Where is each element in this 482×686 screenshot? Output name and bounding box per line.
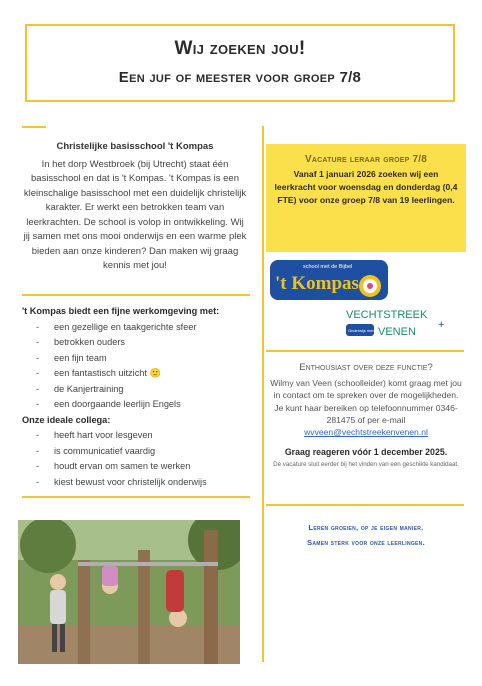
- closing-note: De vacature sluit eerder bij het vinden van een geschikte kandidaat.: [273, 461, 459, 469]
- vacancy-title: Vacature leraar groep 7/8: [304, 154, 428, 165]
- slogan-line-1: Leren groeien, op je eigen manier.: [308, 523, 424, 532]
- colleague-list: [22, 428, 262, 490]
- contact-text-1: Wilmy van Veen (schoolleider) komt graag met jou in contact om te spreken over de mogelijkheden.: [270, 378, 462, 401]
- list-item: - heeft hart voor lesgeven: [36, 428, 262, 444]
- list-item: - kiest bewust voor christelijk onderwijs: [36, 475, 262, 491]
- page-subtitle: Een juf of meester voor groep 7/8: [118, 69, 362, 86]
- environment-section: [22, 304, 262, 490]
- intro-title: Christelijke basisschool 't Kompas: [56, 141, 214, 152]
- list-item: - houdt ervan om samen te werken: [36, 459, 262, 475]
- vacancy-box: [266, 144, 466, 252]
- divider: [22, 496, 250, 498]
- list-item: - een gezellige en taakgerichte sfeer: [36, 320, 262, 336]
- email-link[interactable]: wvveen@vechtstreekenvenen.nl: [304, 427, 428, 438]
- list-item: - de Kanjertraining: [36, 382, 262, 398]
- deadline-text: Graag reageren vóór 1 december 2025.: [284, 447, 448, 458]
- intro-section: [22, 140, 248, 274]
- title-box: [25, 24, 455, 102]
- contact-section: [268, 362, 464, 469]
- list-item: - is communicatief vaardig: [36, 444, 262, 460]
- vv-tagline: Onderwijs met een +: [348, 328, 385, 333]
- kompas-logo-graphic: [270, 260, 388, 300]
- list-item: - betrokken ouders: [36, 335, 262, 351]
- vv-name-2: VENEN: [378, 326, 416, 338]
- intro-text: In het dorp Westbroek (bij Utrecht) staat één basisschool en dat is 't Kompas. 't Kompas is een kleinschalige basisschool met een duidelijk christelijk karakter. Er werkt een betrokken team van leerkrachten. De school is volop in ontwikkeling. Wij jij samen met ons mooi onderwijs en een warme plek bieden aan onze kinderen? Dan maken wij graag kennis met jou!: [23, 158, 247, 271]
- plus-icon: +: [438, 319, 445, 331]
- slogan: [268, 520, 464, 550]
- column-divider: [262, 126, 264, 662]
- contact-text-2: Je kunt haar bereiken op telefoonnummer 0346-281475 of per e-mail: [274, 402, 458, 425]
- environment-list: [22, 320, 262, 413]
- environment-heading: 't Kompas biedt een fijne werkomgeving met:: [22, 306, 220, 316]
- kompas-tagline: school met de Bijbel: [303, 264, 353, 270]
- playground-photo: [18, 520, 240, 664]
- vechtstreek-venen-logo: [346, 306, 454, 342]
- list-item: - een fantastisch uitzicht 🙂: [36, 366, 262, 382]
- page-title: Wij zoeken jou!: [174, 38, 306, 59]
- list-item: - een doorgaande leerlijn Engels: [36, 397, 262, 413]
- divider: [266, 504, 464, 506]
- divider: [266, 350, 464, 352]
- kompas-logo: [270, 260, 388, 300]
- contact-title: Enthousiast over deze functie?: [299, 362, 433, 373]
- kompas-name: 't Kompas: [275, 273, 359, 294]
- photo-illustration: [18, 520, 240, 664]
- colleague-heading: Onze ideale collega:: [22, 414, 111, 425]
- vacancy-text: Vanaf 1 januari 2026 zoeken wij een leerkracht voor woensdag en donderdag (0,4 FTE) voor onze groep 7/8 van 19 leerlingen.: [274, 169, 458, 205]
- slogan-line-2: Samen sterk voor onze leerlingen.: [306, 538, 426, 547]
- vv-logo-graphic: [346, 306, 454, 342]
- list-item: - een fijn team: [36, 351, 262, 367]
- divider: [22, 126, 46, 128]
- vv-name-1: VECHTSTREEK: [346, 309, 428, 321]
- divider: [22, 294, 250, 296]
